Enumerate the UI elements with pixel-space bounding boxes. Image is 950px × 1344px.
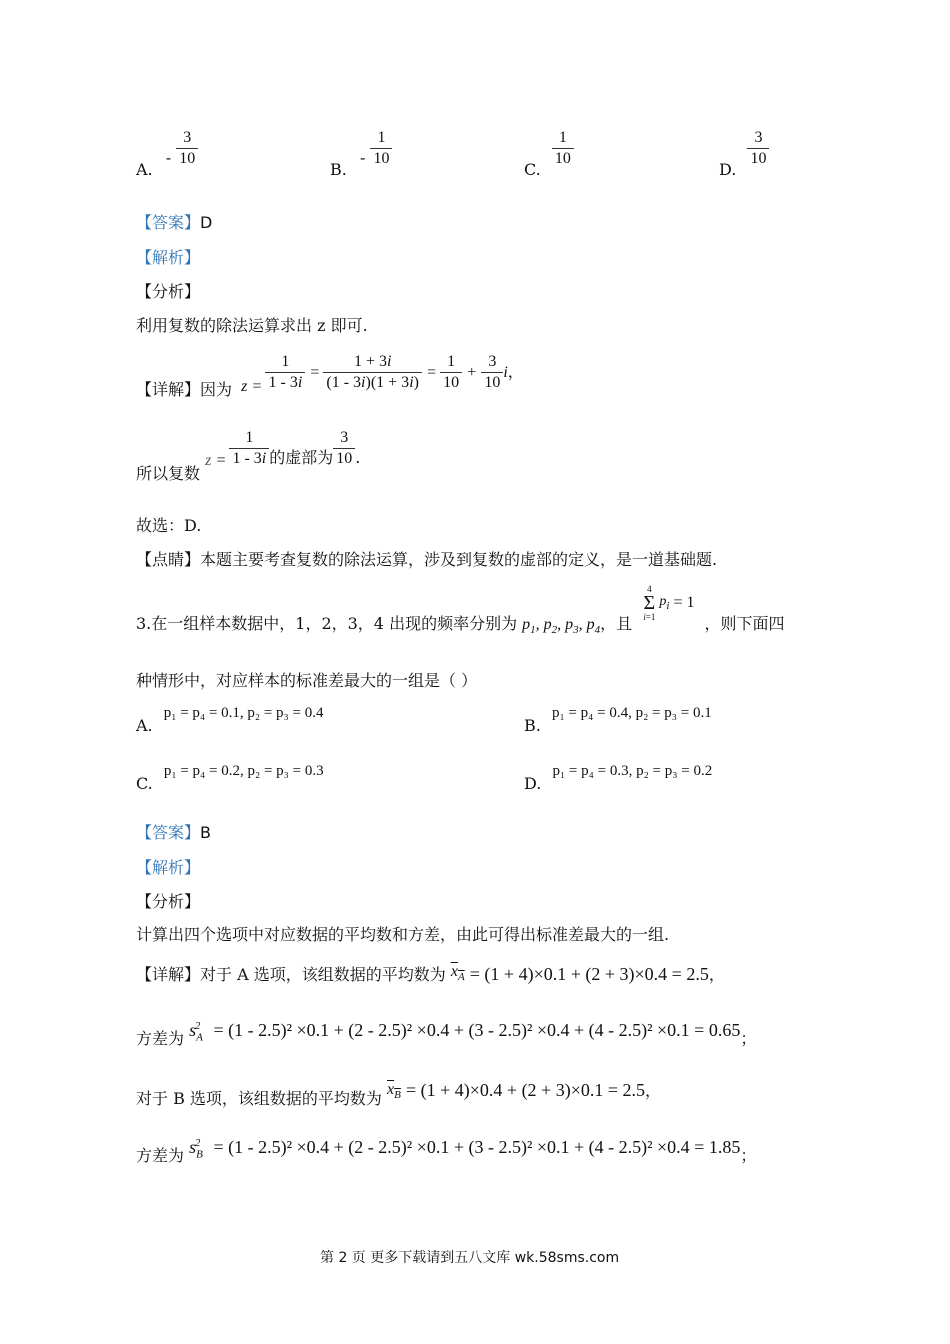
- q3-stem-line2: 种情形中，对应样本的标准差最大的一组是（ ）: [136, 671, 478, 690]
- dianjing-tag: 【点睛】: [136, 550, 201, 569]
- i-var: i: [503, 364, 508, 381]
- b-mean-expr: = (1 + 4)×0.4 + (2 + 3)×0.1 = 2.5: [405, 1080, 646, 1100]
- option-letter: D.: [719, 160, 737, 179]
- option-fraction: $\frac{1}{10}$: [370, 128, 392, 169]
- q3-option-b: [524, 702, 712, 735]
- q3-option-c: [136, 760, 324, 793]
- q3-option-d: [524, 760, 713, 793]
- x-bar-a: $x_A$: [450, 963, 465, 984]
- option-letter: A.: [136, 160, 153, 179]
- a-mean-expr: = (1 + 4)×0.1 + (2 + 3)×0.4 = 2.5: [469, 964, 709, 984]
- a-var-expr: = (1 - 2.5)² ×0.1 + (2 - 2.5)² ×0.4 + (3 - 2.5)² ×0.4 + (4 - 2.5)² ×0.1 = 0.65: [213, 1020, 741, 1040]
- stem-b: ，且: [600, 613, 633, 633]
- equals: =: [427, 364, 441, 381]
- answer-tag: 【答案】: [136, 823, 201, 842]
- s-a-squared: $s_A^2$: [189, 1020, 203, 1044]
- fraction-3-10: $\frac{3}{10}$: [333, 428, 355, 469]
- equals: =: [216, 452, 230, 469]
- option-letter: D.: [524, 774, 542, 793]
- s-b-squared: $s_B^2$: [189, 1137, 203, 1161]
- fraction-1-over-1-3i: $\frac{1}{1 - 3i}$: [265, 352, 305, 393]
- q3-fenxi-tag: 【分析】: [136, 892, 201, 911]
- option-text: p₁ = p₄ = 0.2, p₂ = p₃ = 0.3: [163, 763, 324, 779]
- option-text: p₁ = p₄ = 0.1, p₂ = p₃ = 0.4: [163, 705, 324, 721]
- q2-option-c: [524, 128, 574, 179]
- q2-guxuan: 故选：D.: [136, 516, 202, 535]
- dianjing-text: 本题主要考查复数的除法运算，涉及到复数的虚部的定义，是一道基础题.: [200, 550, 718, 569]
- fraction-1-10: $\frac{1}{10}$: [440, 352, 462, 393]
- p-list: $p_1$, $p_2$, $p_3$, $p_4$: [522, 615, 601, 636]
- answer-tag: 【答案】: [136, 213, 201, 232]
- x-bar-b: $x_B$: [387, 1081, 401, 1102]
- option-sign: -: [359, 148, 366, 167]
- q3-jiexi-tag: 【解析】: [136, 858, 201, 877]
- q2-xiangjie-line: [136, 352, 524, 399]
- option-fraction: $\frac{3}{10}$: [176, 128, 198, 169]
- q2-fenxi-text: 利用复数的除法运算求出 z 即可.: [136, 316, 368, 335]
- xiangjie-tag: 【详解】: [136, 965, 201, 984]
- plus: +: [467, 364, 477, 381]
- q2-option-b: [330, 128, 392, 179]
- q2-option-d: [719, 128, 769, 179]
- q3-stem-line1: [136, 582, 785, 636]
- page-footer: 第 2 页 更多下载请到五八文库 wk.58sms.com: [320, 1250, 620, 1266]
- answer-value: D: [200, 213, 213, 232]
- q3-a-mean-line: [136, 962, 725, 987]
- a-var-end: ；: [740, 1029, 757, 1048]
- xiangjie-prefix: 因为: [200, 380, 233, 399]
- q2-dianjing: [136, 547, 717, 570]
- sigma-expr: 4 Σ i=1 $p_i = 1$: [643, 584, 695, 622]
- fraction-3-10: $\frac{3}{10}$: [481, 352, 503, 393]
- q3-b-var-line: [136, 1135, 757, 1165]
- suoyi-end: .: [355, 448, 361, 467]
- q3-fenxi-text: 计算出四个选项中对应数据的平均数和方差，由此可得出标准差最大的一组.: [136, 925, 670, 944]
- b-var-label: 方差为: [136, 1146, 185, 1165]
- b-var-expr: = (1 - 2.5)² ×0.4 + (2 - 2.5)² ×0.1 + (3 - 2.5)² ×0.1 + (4 - 2.5)² ×0.4 = 1.85: [213, 1137, 741, 1157]
- option-letter: C.: [524, 160, 541, 179]
- z-var: z: [205, 452, 212, 469]
- stem-c: ，则下面四: [704, 613, 785, 633]
- b-mean-end: ，: [645, 1081, 662, 1100]
- option-letter: B.: [524, 716, 541, 735]
- suoyi-mid: 的虚部为: [269, 448, 334, 467]
- b-intro: 对于 B 选项，该组数据的平均数为: [136, 1089, 382, 1108]
- q2-option-a: [136, 128, 198, 179]
- q3-answer-line: [136, 820, 211, 843]
- option-letter: B.: [330, 160, 347, 179]
- stem-a: 3.在一组样本数据中，1，2，3，4 出现的频率分别为: [136, 613, 518, 633]
- q3-a-var-line: [136, 1018, 757, 1048]
- option-fraction: $\frac{1}{10}$: [552, 128, 574, 169]
- option-letter: A.: [136, 716, 153, 735]
- equals: =: [310, 364, 324, 381]
- option-text: p₁ = p₄ = 0.3, p₂ = p₃ = 0.2: [552, 763, 713, 779]
- answer-value: B: [200, 823, 211, 842]
- equals: =: [252, 378, 266, 395]
- a-var-label: 方差为: [136, 1029, 185, 1048]
- a-intro: 对于 A 选项，该组数据的平均数为: [200, 965, 446, 984]
- z-var: z: [241, 378, 248, 395]
- q2-answer-line: [136, 210, 212, 233]
- q3-option-a: [136, 702, 324, 735]
- fraction-conjugate: $\frac{1 + 3i}{(1 - 3i)(1 + 3i)}$: [323, 352, 422, 393]
- xiangjie-tag: 【详解】: [136, 380, 201, 399]
- xiangjie-suffix: ，: [507, 362, 524, 381]
- option-sign: -: [165, 148, 172, 167]
- option-letter: C.: [136, 774, 153, 793]
- suoyi-prefix: 所以复数: [136, 464, 201, 483]
- q2-suoyi-line: [136, 428, 361, 483]
- q2-jiexi-tag: 【解析】: [136, 248, 201, 267]
- fraction-1-over-1-3i: $\frac{1}{1 - 3i}$: [229, 428, 269, 469]
- option-fraction: $\frac{3}{10}$: [747, 128, 769, 169]
- q2-fenxi-tag: 【分析】: [136, 282, 201, 301]
- b-var-end: ；: [740, 1146, 757, 1165]
- q3-b-mean-line: [136, 1078, 662, 1108]
- option-text: p₁ = p₄ = 0.4, p₂ = p₃ = 0.1: [551, 705, 712, 721]
- a-mean-end: ，: [708, 965, 725, 984]
